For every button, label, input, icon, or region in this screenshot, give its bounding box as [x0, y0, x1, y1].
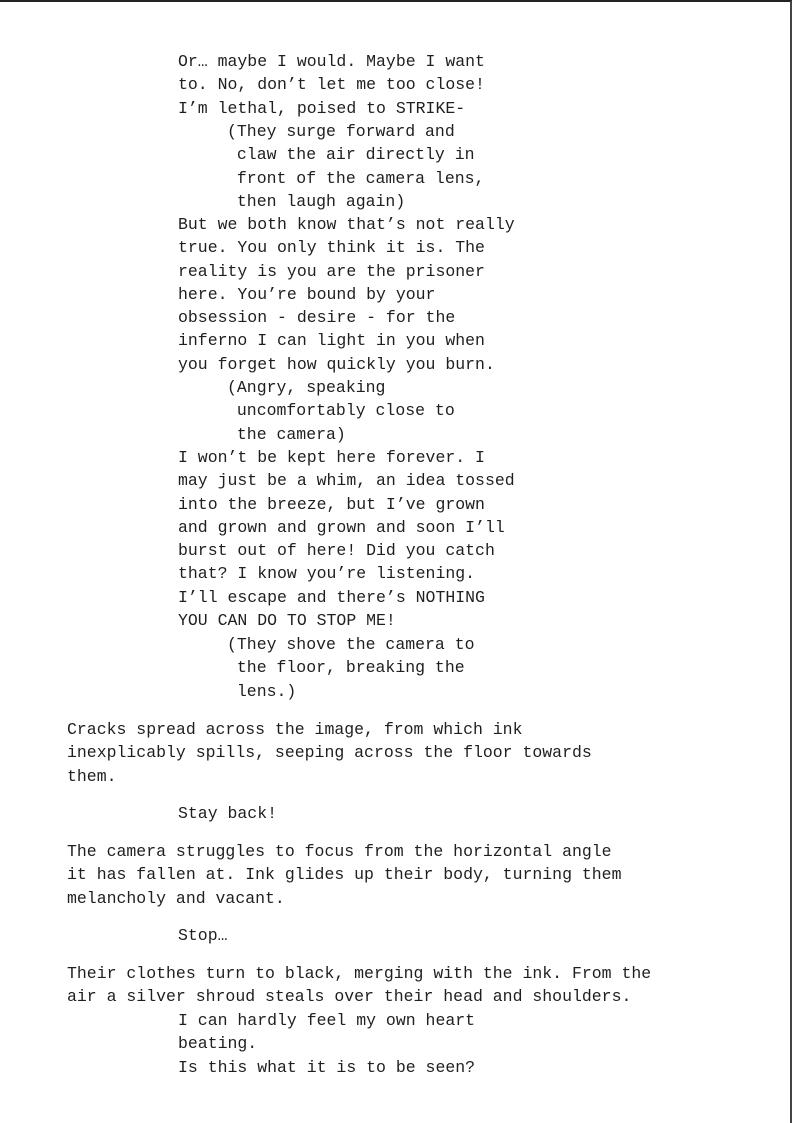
action-block: Cracks spread across the image, from which ink inexplicably spills, seeping across the floor towards them. — [67, 720, 592, 786]
dialogue-block: Or… maybe I would. Maybe I want to. No, don’t let me too close! I’m lethal, poised to STRIKE- — [178, 52, 485, 118]
dialogue-block: Stop… — [178, 926, 228, 945]
parenthetical: (They surge forward and claw the air directly in front of the camera lens, then laugh again) — [227, 122, 485, 211]
dialogue-block: Stay back! — [178, 804, 278, 823]
action-block: Their clothes turn to black, merging with the ink. From the air a silver shroud steals over their head and shoulders. — [67, 964, 652, 1007]
dialogue-block: I can hardly feel my own heart beating. Is this what it is to be seen? — [178, 1011, 476, 1077]
parenthetical: (Angry, speaking uncomfortably close to the camera) — [227, 378, 455, 444]
action-block: The camera struggles to focus from the horizontal angle it has fallen at. Ink glides up their body, turning them melancholy and vacant. — [67, 842, 622, 908]
dialogue-block: But we both know that’s not really true. You only think it is. The reality is you are the prisoner here. You’re bound by your obsession - desire - for the inferno I can light in you when you forget how quickly you burn. — [178, 215, 515, 374]
parenthetical: (They shove the camera to the floor, breaking the lens.) — [227, 635, 475, 701]
dialogue-block: I won’t be kept here forever. I may just be a whim, an idea tossed into the breeze, but I’ve grown and grown and grown and soon I’ll burst out of here! Did you catch that? I know you’re listening. I’ll escape and there’s NOTHING YOU CAN DO TO STOP ME! — [178, 448, 515, 631]
